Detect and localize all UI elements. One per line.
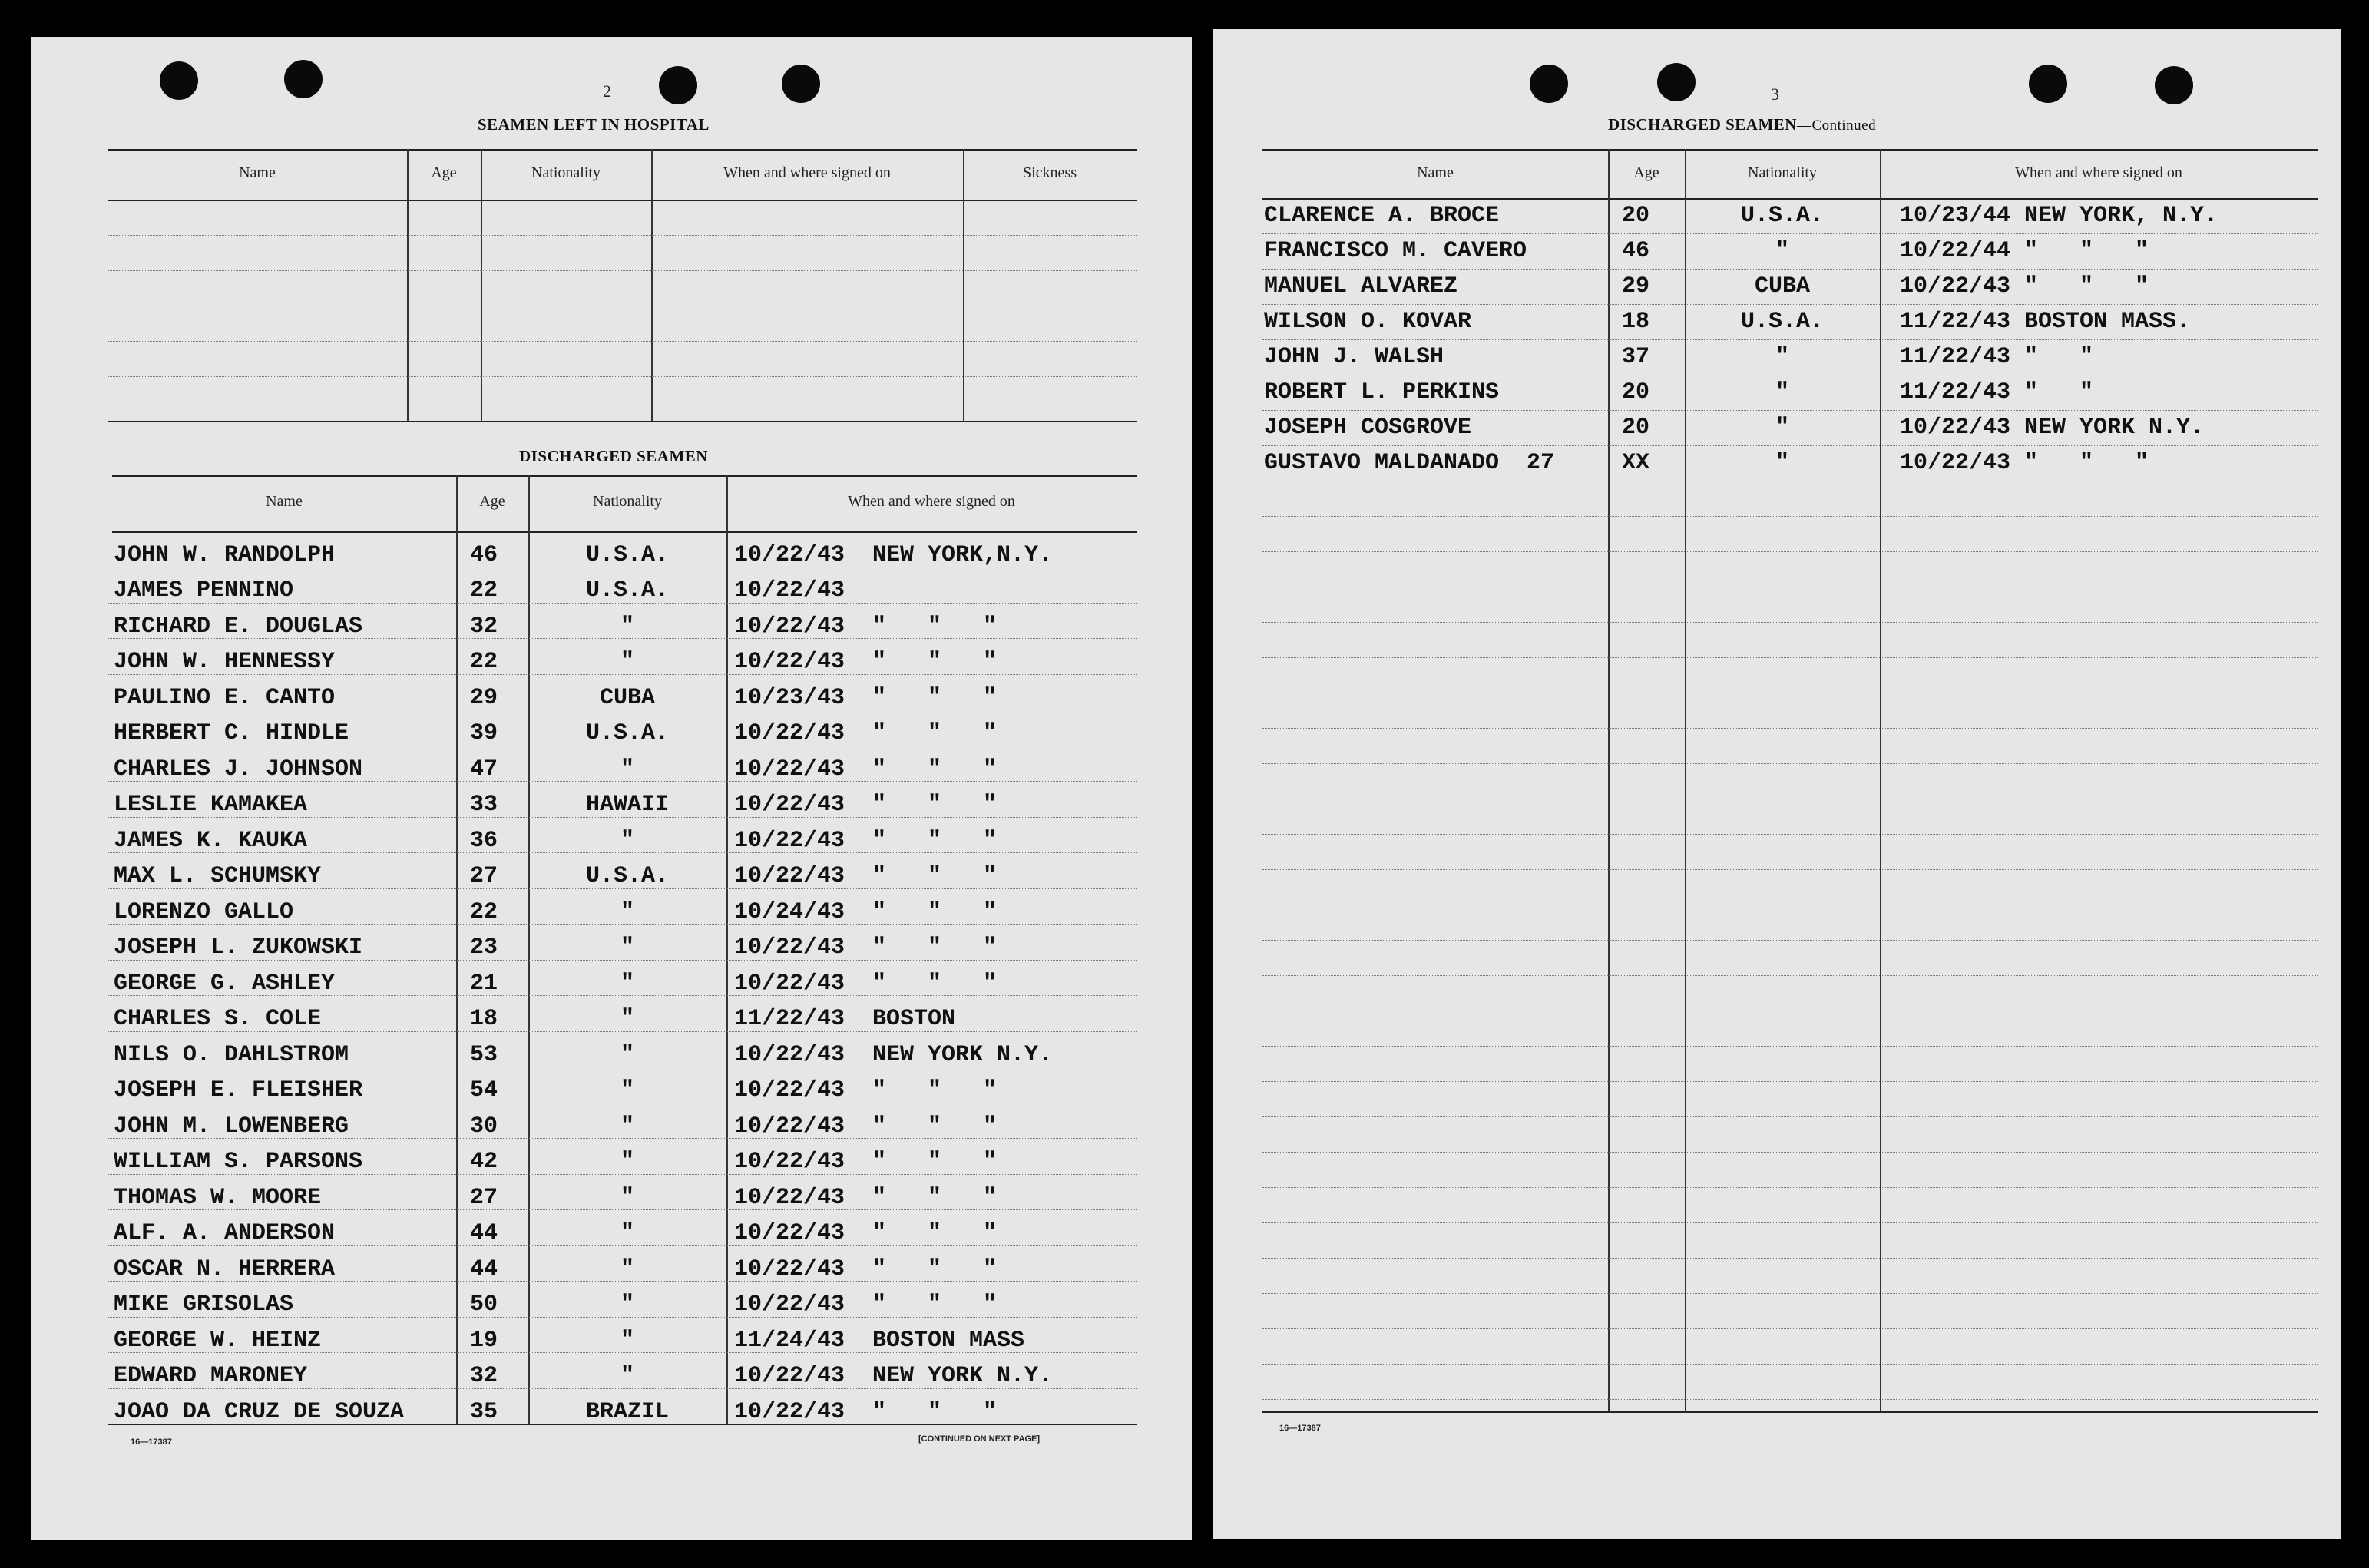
seaman-age: 50 bbox=[470, 1292, 498, 1318]
seaman-signed-on: 10/22/43 NEW YORK N.Y. bbox=[734, 1363, 1053, 1389]
seaman-signed-on: 11/24/43 BOSTON MASS bbox=[734, 1328, 1025, 1354]
column-header: When and where signed on bbox=[2015, 164, 2182, 181]
seaman-nationality: " bbox=[620, 1185, 634, 1211]
header-rule bbox=[108, 200, 1137, 201]
ruled-line bbox=[1262, 445, 2318, 446]
table-top-rule bbox=[1262, 149, 2318, 151]
binder-hole bbox=[1530, 65, 1568, 103]
seaman-name: JOSEPH COSGROVE bbox=[1264, 415, 1472, 441]
seaman-nationality: U.S.A. bbox=[585, 863, 670, 889]
seaman-nationality: U.S.A. bbox=[1740, 309, 1825, 335]
section-title-text: DISCHARGED SEAMEN bbox=[1608, 115, 1797, 134]
seaman-signed-on: 10/22/43 " " " bbox=[734, 971, 998, 997]
seaman-name: LESLIE KAMAKEA bbox=[114, 792, 308, 818]
seaman-signed-on: 10/22/43 " " " bbox=[734, 935, 998, 961]
seaman-name: JOHN W. HENNESSY bbox=[114, 649, 336, 675]
table-top-rule bbox=[108, 149, 1137, 151]
seaman-nationality: " bbox=[620, 614, 634, 640]
column-header: Name bbox=[1417, 164, 1454, 181]
seaman-name: JOHN W. RANDOLPH bbox=[114, 542, 336, 568]
seaman-nationality: " bbox=[620, 1328, 634, 1354]
seaman-age: 36 bbox=[470, 828, 498, 854]
seaman-age: 22 bbox=[470, 577, 498, 604]
binder-hole bbox=[284, 60, 323, 98]
seaman-nationality: HAWAII bbox=[585, 792, 670, 818]
seaman-name: WILLIAM S. PARSONS bbox=[114, 1149, 363, 1175]
seaman-name: RICHARD E. DOUGLAS bbox=[114, 614, 363, 640]
seaman-name: MANUEL ALVAREZ bbox=[1264, 273, 1458, 299]
binder-hole bbox=[160, 61, 198, 100]
seaman-signed-on: 10/22/43 NEW YORK N.Y. bbox=[734, 1042, 1053, 1068]
seaman-signed-on: 10/22/43 " " " bbox=[734, 756, 998, 782]
seaman-age: 32 bbox=[470, 1363, 498, 1389]
page-number: 3 bbox=[1771, 84, 1779, 104]
seaman-nationality: " bbox=[620, 1006, 634, 1032]
seaman-age: 20 bbox=[1622, 379, 1650, 405]
seaman-signed-on: 10/22/43 " " " bbox=[734, 720, 998, 746]
seaman-age: 29 bbox=[1622, 273, 1650, 299]
seaman-age: 19 bbox=[470, 1328, 498, 1354]
ruled-line bbox=[1262, 1222, 2318, 1223]
seaman-nationality: " bbox=[620, 1113, 634, 1140]
seaman-signed-on: 10/22/43 " " " bbox=[734, 1256, 998, 1282]
seaman-nationality: " bbox=[620, 828, 634, 854]
seaman-signed-on: 11/22/43 BOSTON bbox=[734, 1006, 956, 1032]
ruled-line bbox=[1262, 1152, 2318, 1153]
seaman-nationality: " bbox=[1775, 238, 1789, 264]
ruled-line bbox=[1262, 622, 2318, 623]
ruled-line bbox=[108, 376, 1137, 377]
seaman-nationality: U.S.A. bbox=[1740, 203, 1825, 229]
ruled-line bbox=[1262, 940, 2318, 941]
header-rule bbox=[112, 531, 1137, 533]
table-top-rule bbox=[112, 475, 1137, 477]
seaman-name: JOAO DA CRUZ DE SOUZA bbox=[114, 1399, 405, 1425]
header-rule bbox=[1262, 198, 2318, 200]
seaman-signed-on: 11/22/43 " " bbox=[1900, 379, 2094, 405]
table-bottom-rule bbox=[108, 421, 1137, 422]
ruled-line bbox=[1262, 869, 2318, 870]
seaman-name: NILS O. DAHLSTROM bbox=[114, 1042, 349, 1068]
seaman-name: OSCAR N. HERRERA bbox=[114, 1256, 336, 1282]
seaman-name: MIKE GRISOLAS bbox=[114, 1292, 294, 1318]
hospital-section-title: SEAMEN LEFT IN HOSPITAL bbox=[478, 115, 710, 134]
binder-hole bbox=[782, 65, 820, 103]
seaman-nationality: " bbox=[620, 899, 634, 925]
ruled-line bbox=[108, 270, 1137, 271]
seaman-age: 22 bbox=[470, 649, 498, 675]
table-bottom-rule bbox=[1262, 1411, 2318, 1413]
ruled-line bbox=[1262, 1293, 2318, 1294]
seaman-name: JAMES K. KAUKA bbox=[114, 828, 308, 854]
ruled-line bbox=[1262, 1046, 2318, 1047]
seaman-name: JAMES PENNINO bbox=[114, 577, 294, 604]
seaman-age: 33 bbox=[470, 792, 498, 818]
seaman-signed-on: 10/22/43 " " " bbox=[734, 863, 998, 889]
seaman-age: 39 bbox=[470, 720, 498, 746]
seaman-signed-on: 10/22/43 " " " bbox=[1900, 450, 2149, 476]
seaman-signed-on: 10/22/44 " " " bbox=[1900, 238, 2149, 264]
seaman-nationality: " bbox=[1775, 379, 1789, 405]
ruled-line bbox=[108, 341, 1137, 342]
column-header: When and where signed on bbox=[723, 164, 891, 181]
seaman-signed-on: 10/22/43 " " " bbox=[734, 1185, 998, 1211]
seaman-signed-on: 10/22/43 " " " bbox=[734, 614, 998, 640]
binder-hole bbox=[2155, 66, 2193, 104]
seaman-name: JOHN M. LOWENBERG bbox=[114, 1113, 349, 1140]
column-header: Name bbox=[266, 493, 303, 510]
seaman-age: 21 bbox=[470, 971, 498, 997]
seaman-age: 44 bbox=[470, 1256, 498, 1282]
seaman-nationality: " bbox=[620, 1077, 634, 1103]
seaman-signed-on: 10/22/43 " " " bbox=[734, 828, 998, 854]
seaman-name: THOMAS W. MOORE bbox=[114, 1185, 322, 1211]
seaman-signed-on: 11/22/43 " " bbox=[1900, 344, 2094, 370]
seaman-nationality: CUBA bbox=[599, 685, 655, 711]
ruled-line bbox=[1262, 1258, 2318, 1259]
form-number: 16—17387 bbox=[1279, 1424, 1321, 1433]
seaman-name: CHARLES J. JOHNSON bbox=[114, 756, 363, 782]
ruled-line bbox=[1262, 834, 2318, 835]
seaman-name: FRANCISCO M. CAVERO bbox=[1264, 238, 1527, 264]
seaman-age: 27 bbox=[470, 863, 498, 889]
seaman-nationality: " bbox=[620, 649, 634, 675]
seaman-age: 20 bbox=[1622, 415, 1650, 441]
column-divider bbox=[481, 149, 482, 421]
seaman-age: 22 bbox=[470, 899, 498, 925]
seaman-age: 27 bbox=[470, 1185, 498, 1211]
binder-hole bbox=[659, 66, 697, 104]
section-title-suffix: —Continued bbox=[1796, 117, 1877, 134]
seaman-age: 29 bbox=[470, 685, 498, 711]
seaman-name: HERBERT C. HINDLE bbox=[114, 720, 349, 746]
seaman-nationality: " bbox=[620, 756, 634, 782]
seaman-name: JOSEPH L. ZUKOWSKI bbox=[114, 935, 363, 961]
seaman-name: GEORGE G. ASHLEY bbox=[114, 971, 336, 997]
seaman-signed-on: 10/22/43 " " " bbox=[734, 649, 998, 675]
ruled-line bbox=[1262, 1116, 2318, 1117]
seaman-age: 53 bbox=[470, 1042, 498, 1068]
section-title bbox=[1608, 115, 1876, 134]
seaman-signed-on: 10/23/43 " " " bbox=[734, 685, 998, 711]
seaman-nationality: " bbox=[620, 971, 634, 997]
ruled-line bbox=[1262, 339, 2318, 340]
seaman-signed-on: 11/22/43 BOSTON MASS. bbox=[1900, 309, 2191, 335]
seaman-signed-on: 10/24/43 " " " bbox=[734, 899, 998, 925]
column-header: Nationality bbox=[531, 164, 601, 181]
column-divider bbox=[963, 149, 964, 421]
seaman-age: 42 bbox=[470, 1149, 498, 1175]
seaman-nationality: U.S.A. bbox=[585, 720, 670, 746]
ruled-line bbox=[1262, 657, 2318, 658]
right-page bbox=[1213, 29, 2341, 1539]
seaman-signed-on: 10/22/43 " " " bbox=[734, 792, 998, 818]
seaman-nationality: " bbox=[620, 1220, 634, 1246]
seaman-nationality: BRAZIL bbox=[585, 1399, 670, 1425]
seaman-signed-on: 10/22/43 " " " bbox=[734, 1077, 998, 1103]
column-header: Age bbox=[479, 493, 505, 510]
seaman-age: 23 bbox=[470, 935, 498, 961]
seaman-signed-on: 10/22/43 " " " bbox=[734, 1292, 998, 1318]
column-divider bbox=[651, 149, 653, 421]
ruled-line bbox=[1262, 728, 2318, 729]
seaman-name: ALF. A. ANDERSON bbox=[114, 1220, 336, 1246]
seaman-name: MAX L. SCHUMSKY bbox=[114, 863, 322, 889]
ruled-line bbox=[1262, 1187, 2318, 1188]
ruled-line bbox=[1262, 233, 2318, 234]
seaman-signed-on: 10/22/43 " " " bbox=[1900, 273, 2149, 299]
ruled-line bbox=[108, 235, 1137, 236]
seaman-signed-on: 10/23/44 NEW YORK, N.Y. bbox=[1900, 203, 2218, 229]
ruled-line bbox=[1262, 975, 2318, 976]
discharged-section-title: DISCHARGED SEAMEN bbox=[519, 447, 708, 465]
seaman-name: JOSEPH E. FLEISHER bbox=[114, 1077, 363, 1103]
seaman-name: ROBERT L. PERKINS bbox=[1264, 379, 1500, 405]
column-divider bbox=[407, 149, 409, 421]
seaman-age: 18 bbox=[470, 1006, 498, 1032]
seaman-age: 18 bbox=[1622, 309, 1650, 335]
column-header: When and where signed on bbox=[848, 493, 1015, 510]
column-header: Nationality bbox=[1748, 164, 1817, 181]
seaman-signed-on: 10/22/43 NEW YORK N.Y. bbox=[1900, 415, 2205, 441]
left-page bbox=[31, 37, 1192, 1540]
seaman-name: CLARENCE A. BROCE bbox=[1264, 203, 1500, 229]
seaman-nationality: " bbox=[620, 1256, 634, 1282]
seaman-age: 37 bbox=[1622, 344, 1650, 370]
binder-hole bbox=[1657, 63, 1696, 101]
seaman-name: PAULINO E. CANTO bbox=[114, 685, 336, 711]
ruled-line bbox=[1262, 1364, 2318, 1365]
seaman-nationality: U.S.A. bbox=[585, 542, 670, 568]
seaman-signed-on: 10/22/43 NEW YORK,N.Y. bbox=[734, 542, 1053, 568]
seaman-signed-on: 10/22/43 " " " bbox=[734, 1220, 998, 1246]
seaman-nationality: U.S.A. bbox=[585, 577, 670, 604]
seaman-nationality: " bbox=[620, 1042, 634, 1068]
seaman-age: 20 bbox=[1622, 203, 1650, 229]
seaman-name: WILSON O. KOVAR bbox=[1264, 309, 1472, 335]
ruled-line bbox=[1262, 516, 2318, 517]
seaman-name: JOHN J. WALSH bbox=[1264, 344, 1444, 370]
seaman-name: LORENZO GALLO bbox=[114, 899, 294, 925]
continued-note: [CONTINUED ON NEXT PAGE] bbox=[918, 1434, 1041, 1444]
seaman-nationality: " bbox=[620, 1149, 634, 1175]
seaman-age: 46 bbox=[1622, 238, 1650, 264]
seaman-name: CHARLES S. COLE bbox=[114, 1006, 322, 1032]
seaman-name: EDWARD MARONEY bbox=[114, 1363, 308, 1389]
seaman-nationality: " bbox=[1775, 415, 1789, 441]
seaman-age: 47 bbox=[470, 756, 498, 782]
ruled-line bbox=[1262, 269, 2318, 270]
seaman-nationality: " bbox=[620, 1363, 634, 1389]
column-header: Age bbox=[1633, 164, 1659, 181]
seaman-age: 54 bbox=[470, 1077, 498, 1103]
form-number: 16—17387 bbox=[131, 1437, 172, 1447]
seaman-age: 32 bbox=[470, 614, 498, 640]
ruled-line bbox=[1262, 551, 2318, 552]
seaman-nationality: CUBA bbox=[1754, 273, 1810, 299]
seaman-nationality: " bbox=[620, 1292, 634, 1318]
seaman-signed-on: 10/22/43 " " " bbox=[734, 1113, 998, 1140]
ruled-line bbox=[1262, 410, 2318, 411]
seaman-name: GEORGE W. HEINZ bbox=[114, 1328, 322, 1354]
seaman-age: XX bbox=[1622, 450, 1650, 476]
seaman-signed-on: 10/22/43 bbox=[734, 577, 845, 604]
seaman-nationality: " bbox=[1775, 344, 1789, 370]
seaman-signed-on: 10/22/43 " " " bbox=[734, 1399, 998, 1425]
ruled-line bbox=[1262, 1081, 2318, 1082]
ruled-line bbox=[1262, 763, 2318, 764]
seaman-nationality: " bbox=[1775, 450, 1789, 476]
seaman-age: 35 bbox=[470, 1399, 498, 1425]
ruled-line bbox=[1262, 1328, 2318, 1329]
seaman-signed-on: 10/22/43 " " " bbox=[734, 1149, 998, 1175]
seaman-age: 46 bbox=[470, 542, 498, 568]
column-header: Name bbox=[239, 164, 276, 181]
column-header: Age bbox=[431, 164, 457, 181]
ruled-line bbox=[1262, 304, 2318, 305]
column-header: Nationality bbox=[593, 493, 662, 510]
column-header: Sickness bbox=[1023, 164, 1077, 181]
seaman-nationality: " bbox=[620, 935, 634, 961]
seaman-name: GUSTAVO MALDANADO 27 bbox=[1264, 450, 1555, 476]
seaman-age: 30 bbox=[470, 1113, 498, 1140]
ruled-line bbox=[1262, 1399, 2318, 1400]
binder-hole bbox=[2029, 65, 2067, 103]
page-number: 2 bbox=[603, 81, 611, 101]
seaman-age: 44 bbox=[470, 1220, 498, 1246]
